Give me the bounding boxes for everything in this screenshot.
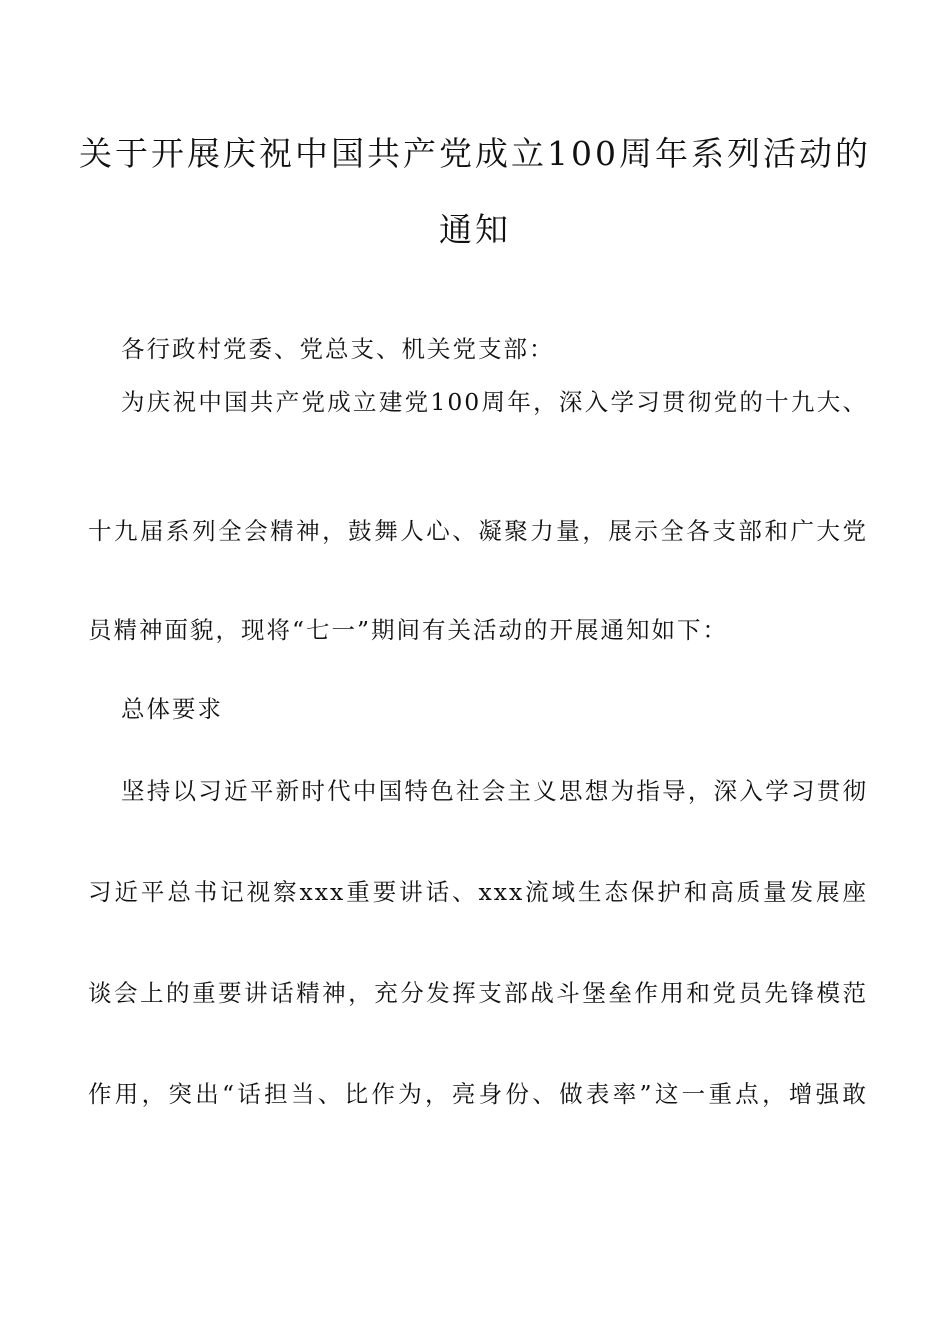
paragraph-1-line-1: 为庆祝中国共产党成立建党100周年，深入学习贯彻党的十九大、 xyxy=(121,388,868,416)
section-heading: 总体要求 xyxy=(121,695,223,723)
paragraph-1-line-2: 十九届系列全会精神，鼓舞人心、凝聚力量，展示全各支部和广大党 xyxy=(88,517,868,545)
document-title-line-2: 通知 xyxy=(439,210,511,249)
paragraph-2-line-4: 作用，突出“话担当、比作为，亮身份、做表率”这一重点，增强敢 xyxy=(88,1080,868,1108)
paragraph-2-line-3: 谈会上的重要讲话精神，充分发挥支部战斗堡垒作用和党员先锋模范 xyxy=(88,979,868,1007)
paragraph-2-line-1: 坚持以习近平新时代中国特色社会主义思想为指导，深入学习贯彻 xyxy=(121,777,868,805)
paragraph-2-line-2: 习近平总书记视察xxx重要讲话、xxx流域生态保护和高质量发展座 xyxy=(88,878,868,906)
paragraph-1-line-3: 员精神面貌，现将“七一”期间有关活动的开展通知如下： xyxy=(88,616,729,644)
document-title-line-1: 关于开展庆祝中国共产党成立100周年系列活动的 xyxy=(79,134,871,173)
salutation: 各行政村党委、党总支、机关党支部： xyxy=(121,335,555,363)
